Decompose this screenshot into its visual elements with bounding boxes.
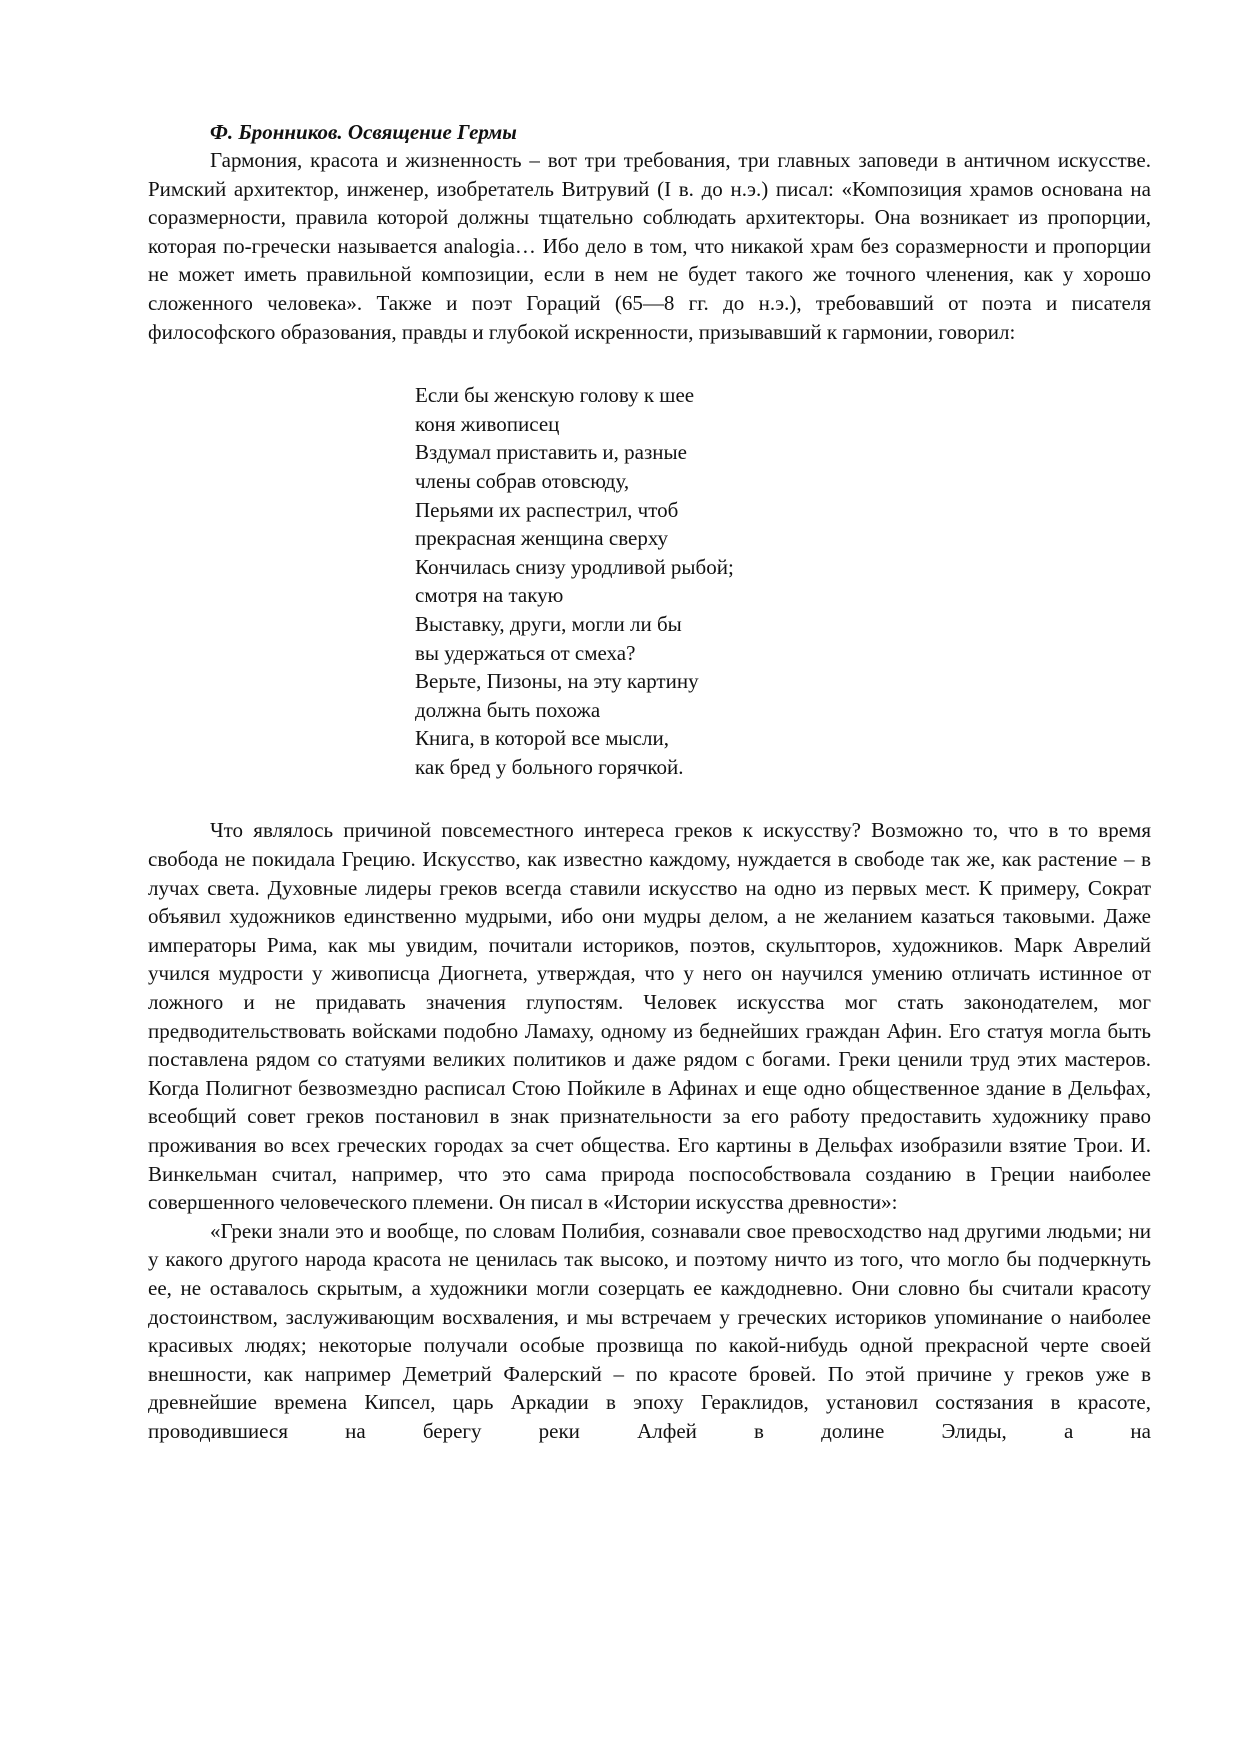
poem-line: должна быть похожа: [415, 697, 601, 722]
horace-poem: [415, 381, 1151, 781]
poem-line: как бред у больного горячкой.: [415, 754, 684, 779]
body-paragraph: Что являлось причиной повсеместного интереса греков к искусству? Возможно то, что в то время свобода не покидала Грецию. Искусство, как известно каждому, нуждается в свободе так же, как растение – в лучах света. Духовные лидеры греков всегда ставили искусство на одно из первых мест. К примеру, Сократ объявил художников единственно мудрыми, ибо они мудры делом, а не желанием казаться таковыми. Даже императоры Рима, как мы увидим, почитали историков, поэтов, скульпторов, художников. Марк Аврелий учился мудрости у живописца Диогнета, утверждая, что у него он научился умению отличать истинное от ложного и не придавать значения глупостям. Человек искусства мог стать законодателем, мог предводительствовать войсками подобно Ламаху, одному из беднейших граждан Афин. Его статуя могла быть поставлена рядом со статуями великих политиков и даже рядом с богами. Греки ценили труд этих мастеров. Когда Полигнот безвозмездно расписал Стою Пойкиле в Афинах и еще одно общественное здание в Дельфах, всеобщий совет греков постановил в знак признательности за его работу предоставить художнику право проживания во всех греческих городах за счет общества. Его картины в Дельфах изобразили взятие Трои. И. Винкельман считал, например, что это сама природа поспособствовала созданию в Греции наиболее совершенного человеческого племени. Он писал в «Истории искусства древности»:: [148, 818, 1151, 1215]
intro-paragraph: Гармония, красота и жизненность – вот три требования, три главных заповеди в античном искусстве. Римский архитектор, инженер, изобретатель Витрувий (I в. до н.э.) писал: «Композиция храмов основана на соразмерности, правила которой должны тщательно соблюдать архитекторы. Она возникает из пропорции, которая по-гречески называется analogia… Ибо дело в том, что никакой храм без соразмерности и пропорции не может иметь правильной композиции, если в нем не будет такого же точного членения, как у хорошо сложенного человека». Также и поэт Гораций (65—8 гг. до н.э.), требовавший от поэта и писателя философского образования, правды и глубокой искренности, призывавший к гармонии, говорил:: [148, 148, 1151, 344]
poem-line: Книга, в которой все мысли,: [415, 726, 669, 751]
quote-paragraph: «Греки знали это и вообще, по словам Полибия, сознавали свое превосходство над другими людьми; ни у какого другого народа красота не ценилась так высоко, и поэтому ничто из того, что могло бы подчеркнуть ее, не оставалось скрытым, а художники могли созерцать ее каждодневно. Они словно бы считали красоту достоинством, заслуживающим восхваления, и мы встречаем у греческих историков упоминание о наиболее красивых людях; некоторые получали особые прозвища по какой-нибудь одной прекрасной черте своей внешности, как например Деметрий Фалерский – по красоте бровей. По этой причине у греков уже в древнейшие времена Кипсел, царь Аркадии в эпоху Гераклидов, установил состязания в красоте, проводившиеся на берегу реки Алфей в долине Элиды, а на: [148, 1218, 1151, 1443]
poem-line: члены собрав отовсюду,: [415, 468, 630, 493]
poem-line: прекрасная женщина сверху: [415, 526, 669, 551]
poem-line: смотря на такую: [415, 583, 564, 608]
poem-line: вы удержаться от смеха?: [415, 640, 636, 665]
image-caption: Ф. Бронников. Освящение Гермы: [210, 120, 517, 144]
document-page: [148, 118, 1151, 1446]
poem-line: Кончилась снизу уродливой рыбой;: [415, 554, 734, 579]
poem-line: коня живописец: [415, 411, 560, 436]
poem-line: Вздумал приставить и, разные: [415, 440, 687, 465]
poem-line: Если бы женскую голову к шее: [415, 383, 695, 408]
poem-line: Выставку, други, могли ли бы: [415, 611, 682, 636]
poem-line: Верьте, Пизоны, на эту картину: [415, 669, 699, 694]
poem-line: Перьями их распестрил, чтоб: [415, 497, 679, 522]
